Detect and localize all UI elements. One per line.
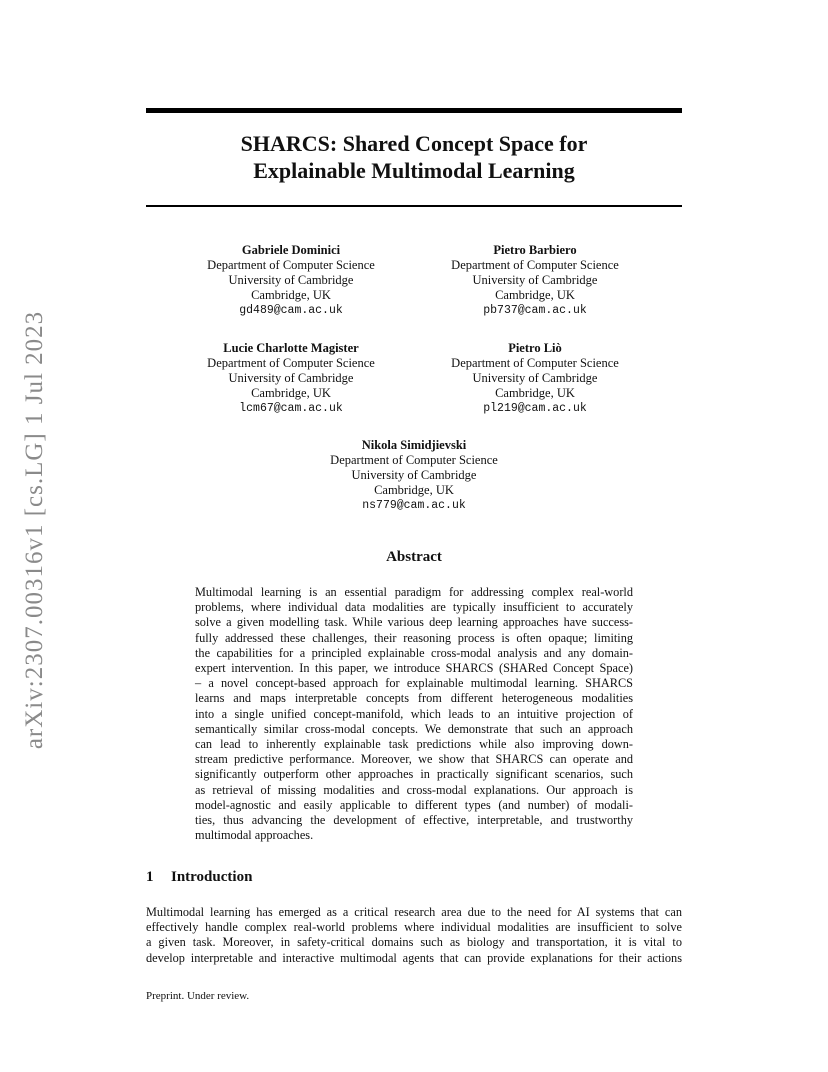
abstract-line: semantically similar cross-modal concepts. We demonstrate that such an approach (195, 721, 633, 736)
abstract-line: can lead to inherently explainable task predictions while also improving down- (195, 737, 633, 752)
abstract-line: – a novel concept-based approach for explainable multimodal learning. SHARCS (195, 676, 633, 691)
author-location: Cambridge, UK (251, 386, 331, 400)
author-location: Cambridge, UK (495, 288, 575, 302)
paper-title (146, 130, 682, 184)
author-location: Cambridge, UK (251, 288, 331, 302)
abstract-line: ties, thus advancing the development of effective, interpretable, and trustworthy (195, 813, 633, 828)
intro-line: Multimodal learning has emerged as a critical research area due to the need for AI systems that can (146, 905, 682, 919)
abstract-line: expert intervention. In this paper, we introduce SHARCS (SHARed Concept Space) (195, 661, 633, 676)
author-name: Pietro Barbiero (493, 243, 577, 257)
abstract-line: as retrieval of missing modalities and cross-modal explanations. Our approach is (195, 782, 633, 797)
author-email[interactable]: pl219@cam.ac.uk (483, 402, 587, 415)
introduction-text (146, 905, 682, 966)
author-name: Gabriele Dominici (241, 243, 341, 257)
author-university: University of Cambridge (472, 371, 598, 385)
author-university: University of Cambridge (228, 371, 354, 385)
abstract-line: stream predictive performance. Moreover, we show that SHARCS can operate and (195, 752, 633, 767)
section-heading (146, 869, 252, 886)
section-title: Introduction (171, 869, 253, 885)
abstract-line: into a single unified concept-manifold, which leads to an intuitive projection of (195, 706, 633, 721)
abstract-line: model-agnostic and easily applicable to different types (and number) of modali- (195, 797, 633, 812)
abstract-line: multimodal approaches. (195, 828, 314, 843)
abstract-text (195, 585, 633, 843)
author-block (171, 243, 411, 318)
title-line: SHARCS: Shared Concept Space for (240, 131, 588, 156)
author-department: Department of Computer Science (330, 453, 498, 467)
section-number: 1 (146, 869, 154, 885)
title-rule-bottom (146, 205, 682, 207)
preprint-footnote: Preprint. Under review. (146, 990, 250, 1002)
abstract-line: the capabilities for a principled explainable cross-modal analysis and any domain- (195, 645, 633, 660)
abstract-line: learns and maps interpretable concepts from different heterogeneous modalities (195, 691, 633, 706)
intro-line: a given task. Moreover, in safety-critical domains such as biology and transportation, it is vital to (146, 935, 682, 950)
arxiv-identifier-stamp[interactable]: arXiv:2307.00316v1 [cs.LG] 1 Jul 2023 (21, 310, 48, 750)
author-email[interactable]: lcm67@cam.ac.uk (239, 402, 343, 415)
author-block (171, 341, 411, 416)
author-university: University of Cambridge (351, 468, 477, 482)
intro-line: develop interpretable and interactive multimodal agents that can provide explanations for their actions (146, 950, 682, 965)
author-department: Department of Computer Science (207, 356, 375, 370)
author-department: Department of Computer Science (451, 356, 619, 370)
abstract-line: significantly outperform other approaches in practically significant scenarios, such (195, 767, 633, 782)
author-email[interactable]: gd489@cam.ac.uk (239, 304, 343, 317)
abstract-line: solve a given modelling task. While various deep learning approaches have success- (195, 615, 633, 630)
author-block (415, 243, 655, 318)
title-rule-top (146, 108, 682, 113)
author-block (415, 341, 655, 416)
abstract-heading: Abstract (386, 549, 442, 565)
author-location: Cambridge, UK (374, 483, 454, 497)
intro-line: effectively handle complex real-world problems where individual modalities are insufficient to solve (146, 920, 682, 935)
author-name: Lucie Charlotte Magister (223, 341, 359, 355)
author-department: Department of Computer Science (451, 258, 619, 272)
title-line: Explainable Multimodal Learning (253, 158, 575, 183)
author-university: University of Cambridge (228, 273, 354, 287)
author-name: Nikola Simidjievski (361, 438, 467, 452)
author-email[interactable]: pb737@cam.ac.uk (483, 304, 587, 317)
author-name: Pietro Liò (508, 341, 562, 355)
author-department: Department of Computer Science (207, 258, 375, 272)
abstract-line: Multimodal learning is an essential paradigm for addressing complex real-world (195, 585, 633, 599)
author-location: Cambridge, UK (495, 386, 575, 400)
author-university: University of Cambridge (472, 273, 598, 287)
abstract-line: problems, where individual data modalities are typically insufficient to accurately (195, 600, 633, 615)
abstract-line: fully addressed these challenges, their reasoning process is often opaque; limiting (195, 630, 633, 645)
author-block (294, 438, 534, 513)
author-email[interactable]: ns779@cam.ac.uk (362, 499, 466, 512)
